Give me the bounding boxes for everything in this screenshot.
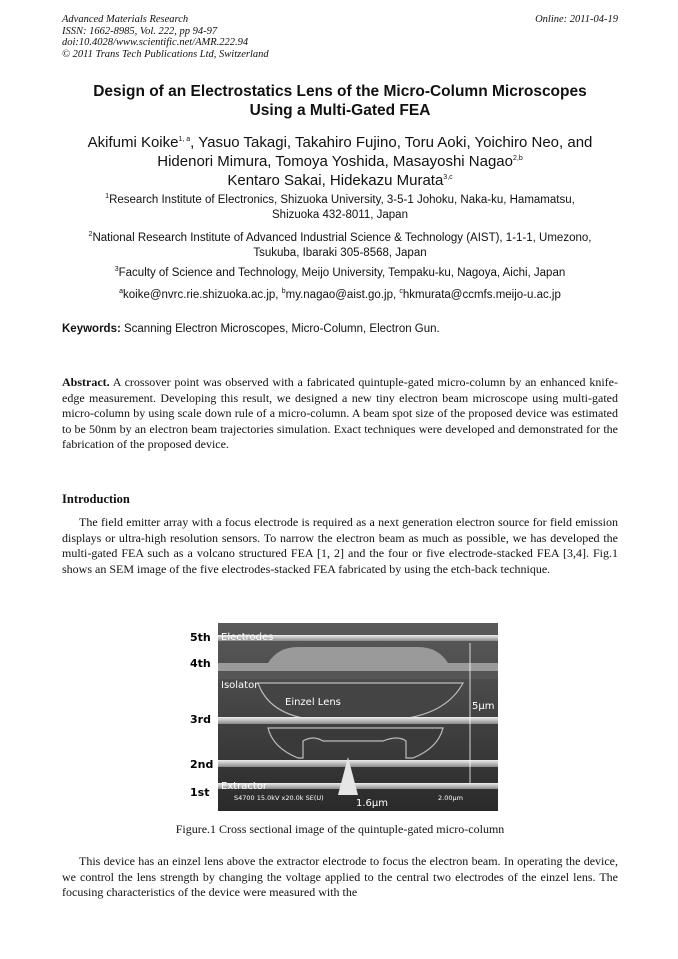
authors-line-2 (62, 152, 618, 171)
paper-title (62, 82, 618, 120)
aff-sup: 3 (114, 266, 119, 274)
keywords (62, 322, 618, 337)
electrode-3rd (218, 717, 498, 724)
intro-paragraph-1: The field emitter array with a focus electrode is required as a next generation electron source for field emission displays or ultra-high resolution sensors. To narrow the electron beam as much as possible, we has developed the multi-gated FEA such as a volcano structured FEA [1, 2] and the four or five electrode-stacked FEA [3,4]. Fig.1 shows an SEM image of the five electrodes-stacked FEA fabricated by using the etch-back technique. (62, 515, 618, 576)
doi: doi:10.4028/www.scientific.net/AMR.222.94 (62, 37, 249, 48)
section-heading: Introduction (62, 492, 130, 506)
issn: ISSN: 1662-8985, Vol. 222, pp 94-97 (62, 25, 218, 37)
author-names: , Yasuo Takagi, Takahiro Fujino, Toru Aoki, Yoichiro Neo, and (190, 134, 593, 151)
isolator-layer (218, 671, 498, 679)
email-link[interactable]: koike@nvrc.rie.shizuoka.ac.jp, (123, 289, 282, 301)
author-sup: 3,c (443, 174, 453, 181)
email-link[interactable]: my.nagao@aist.go.jp, (285, 289, 400, 301)
author-name: Akifumi Koike (87, 134, 179, 151)
online-date: Online: 2011-04-19 (535, 14, 618, 25)
author-sup: 2,b (513, 155, 523, 162)
label-isolator: Isolator (221, 680, 259, 691)
author-sup: 1, a (178, 136, 191, 143)
authors (62, 133, 618, 190)
affiliation-3 (62, 266, 618, 281)
authors-line-1 (62, 133, 618, 152)
author-emails (62, 288, 618, 303)
aff-text: Faculty of Science and Technology, Meijo University, Tempaku-ku, Nagoya, Aichi, Japan (118, 267, 566, 279)
aff-text: Tsukuba, Ibaraki 305-8568, Japan (253, 247, 427, 259)
email-sup: a (119, 288, 124, 296)
label-5um: 5μm (472, 701, 495, 712)
affiliation-2 (62, 231, 618, 261)
electrode-2nd (218, 760, 498, 767)
title-line-2: Using a Multi-Gated FEA (249, 102, 431, 119)
aff-sup: 1 (105, 193, 110, 201)
aff-sup: 2 (88, 231, 93, 239)
sem-figure (188, 623, 498, 811)
authors-line-3 (62, 171, 618, 190)
abstract-text: A crossover point was observed with a fabricated quintuple-gated micro-column by an enhanced knife-edge measurement. Developing this result, we designed a new tiny electron beam microscope using multi-gated micro-column by using scale down rule of a micro-column. A beam spot size of the proposed device was estimated to be 50nm by an electron beam trajectories simulation. Exact techniques were developed and demonstrated for the fabrication of the proposed device. (62, 375, 618, 452)
keywords-label: Keywords: (62, 323, 121, 335)
copyright: © 2011 Trans Tech Publications Ltd, Switzerland (62, 48, 269, 60)
label-1st: 1st (190, 786, 210, 799)
author-names: Kentaro Sakai, Hidekazu Murata (227, 172, 444, 189)
abstract-label: Abstract. (62, 375, 110, 389)
affiliation-1 (62, 193, 618, 223)
intro-paragraph-2: This device has an einzel lens above the extractor electrode to focus the electron beam. In operating the device, we control the lens strength by changing the voltage applied to the central two electrodes of the einzel lens. The focusing characteristics of the device were measured with the (62, 854, 618, 900)
aff-text: National Research Institute of Advanced Industrial Science & Technology (AIST), 1-1-1, Umezono, (92, 232, 592, 244)
keywords-text: Scanning Electron Microscopes, Micro-Column, Electron Gun. (120, 323, 440, 335)
abstract (62, 375, 618, 453)
sem-info: S4700 15.0kV x20.0k SE(U) (234, 794, 324, 802)
aff-text: Research Institute of Electronics, Shizuoka University, 3-5-1 Johoku, Naka-ku, Hamamatsu, (109, 194, 575, 206)
sem-scale: 2.00μm (438, 794, 463, 802)
label-einzel-lens: Einzel Lens (285, 697, 341, 708)
journal-name: Advanced Materials Research (62, 14, 189, 25)
label-1-6um: 1.6μm (356, 798, 389, 809)
journal-header (62, 14, 618, 60)
aff-text: Shizuoka 432-8011, Japan (272, 209, 408, 221)
label-4th: 4th (190, 657, 211, 670)
author-names: Hidenori Mimura, Tomoya Yoshida, Masayoshi Nagao (157, 153, 513, 170)
figure-caption: Figure.1 Cross sectional image of the quintuple-gated micro-column (175, 822, 505, 836)
title-line-1: Design of an Electrostatics Lens of the Micro-Column Microscopes (93, 83, 587, 100)
label-2nd: 2nd (190, 758, 214, 771)
label-electrodes: Electrodes (221, 632, 274, 643)
label-3rd: 3rd (190, 713, 211, 726)
email-sup: b (281, 288, 286, 296)
label-5th: 5th (190, 631, 211, 644)
label-extractor: Extractor (221, 781, 268, 792)
email-link[interactable]: hkmurata@ccmfs.meijo-u.ac.jp (402, 289, 561, 301)
email-sup: c (399, 288, 403, 296)
